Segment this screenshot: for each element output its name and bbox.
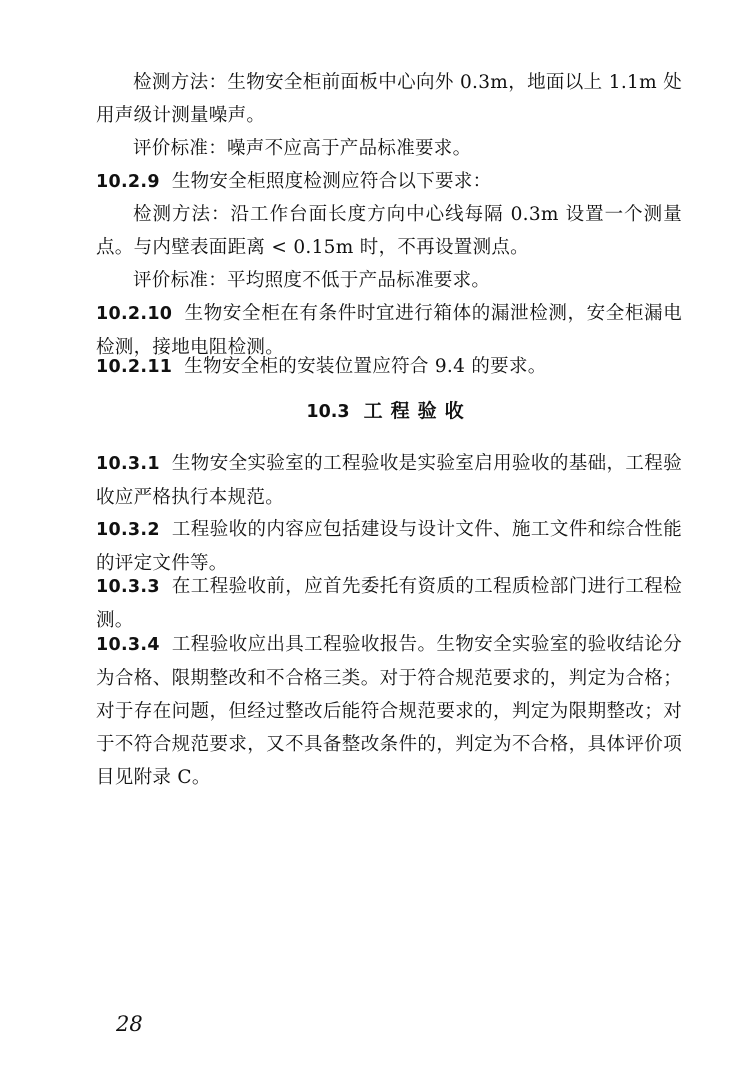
clause-number: 10.2.9	[96, 172, 160, 192]
clause-number: 10.3.1	[96, 454, 160, 474]
clause-number: 10.3.2	[96, 520, 160, 540]
clause-text: 生物安全柜照度检测应符合以下要求：	[171, 171, 492, 192]
clause-number: 10.3.4	[96, 635, 160, 655]
paragraph-noise-method	[96, 66, 682, 132]
clause-text: 生物安全柜在有条件时宜进行箱体的漏泄检测，安全柜漏电检测，接地电阻检测。	[96, 303, 682, 358]
paragraph-text: 评价标准：平均照度不低于产品标准要求。	[133, 270, 491, 291]
clause-text: 在工程验收前，应首先委托有资质的工程质检部门进行工程检测。	[96, 576, 682, 631]
paragraph-text: 检测方法：沿工作台面长度方向中心线每隔 0.3m 设置一个测量点。与内壁表面距离 < 0.15m 时，不再设置测点。	[96, 204, 682, 258]
clause-text: 生物安全实验室的工程验收是实验室启用验收的基础，工程验收应严格执行本规范。	[96, 453, 682, 508]
clause-number: 10.3.3	[96, 577, 160, 597]
clause-10-3-3	[96, 570, 682, 637]
clause-10-2-11	[96, 350, 682, 384]
clause-text: 生物安全柜的安装位置应符合 9.4 的要求。	[184, 356, 547, 377]
page-number: 28	[116, 1012, 143, 1036]
clause-number: 10.2.10	[96, 304, 173, 324]
paragraph-text: 评价标准：噪声不应高于产品标准要求。	[133, 138, 472, 159]
section-number: 10.3	[306, 402, 350, 422]
clause-text: 工程验收的内容应包括建设与设计文件、施工文件和综合性能的评定文件等。	[96, 519, 682, 574]
section-heading	[96, 396, 682, 427]
paragraph-illuminance-method	[96, 198, 682, 264]
clause-10-3-4	[96, 628, 682, 794]
clause-number: 10.2.11	[96, 357, 173, 377]
clause-10-2-9	[96, 165, 682, 199]
clause-text: 工程验收应出具工程验收报告。生物安全实验室的验收结论分为合格、限期整改和不合格三类。对于符合规范要求的，判定为合格；对于存在问题，但经过整改后能符合规范要求的，判定为限期整改；对于不符合规范要求，又不具备整改条件的，判定为不合格，具体评价项目见附录 C。	[96, 634, 682, 788]
paragraph-illuminance-criteria	[96, 264, 682, 297]
clause-10-3-1	[96, 447, 682, 514]
section-title: 工程验收	[363, 400, 472, 422]
paragraph-text: 检测方法：生物安全柜前面板中心向外 0.3m，地面以上 1.1m 处用声级计测量噪声。	[96, 72, 682, 126]
paragraph-noise-criteria	[96, 132, 682, 165]
